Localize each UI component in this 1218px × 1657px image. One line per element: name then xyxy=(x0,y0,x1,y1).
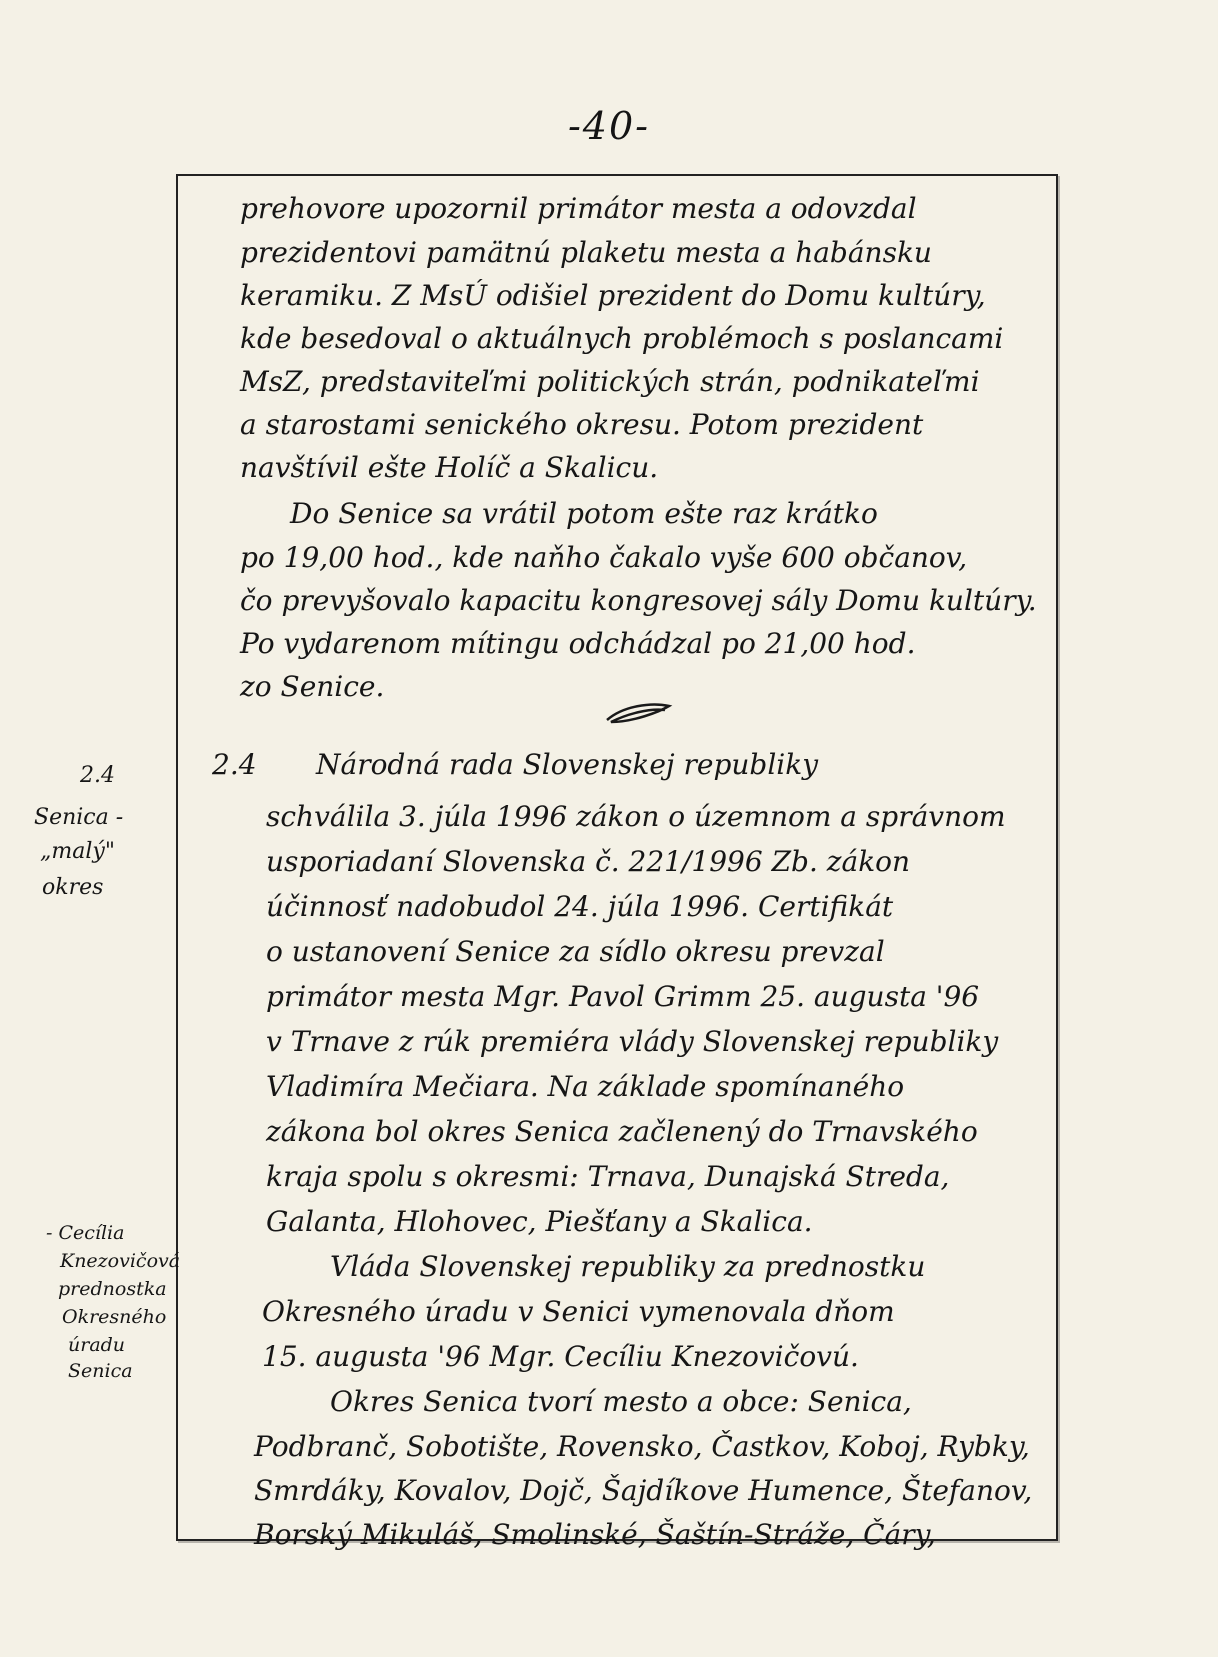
text-line: Vladimíra Mečiara. Na základe spomínaného xyxy=(266,1070,905,1103)
margin-note-line: Senica - xyxy=(34,805,124,830)
text-line: Galanta, Hlohovec, Piešťany a Skalica. xyxy=(266,1205,813,1238)
text-line: zo Senice. xyxy=(240,670,385,703)
text-line: prehovore upozornil primátor mesta a odovzdal xyxy=(240,192,917,225)
margin-note-line: úradu xyxy=(68,1334,126,1356)
page-number: -40- xyxy=(567,104,651,148)
text-line: v Trnave z rúk premiéra vlády Slovenskej republiky xyxy=(266,1025,999,1058)
section-title: Národná rada Slovenskej republiky xyxy=(316,748,819,781)
text-line: schválila 3. júla 1996 zákon o územnom a správnom xyxy=(266,800,1006,833)
divider-flourish xyxy=(603,700,675,726)
text-line: účinnosť nadobudol 24. júla 1996. Certifikát xyxy=(266,890,894,923)
text-line: prezidentovi pamätnú plaketu mesta a habánsku xyxy=(240,236,932,269)
text-line: kde besedoval o aktuálnych problémoch s poslancami xyxy=(240,322,1004,355)
text-line: keramiku. Z MsÚ odišiel prezident do Domu kultúry, xyxy=(240,279,986,312)
margin-note-line: prednostka xyxy=(58,1278,167,1300)
text-line: Do Senice sa vrátil potom ešte raz krátko xyxy=(290,497,878,530)
text-line: zákona bol okres Senica začlenený do Trnavského xyxy=(266,1115,978,1148)
margin-note-line: Okresného xyxy=(62,1306,167,1328)
text-line: Okres Senica tvorí mesto a obce: Senica, xyxy=(330,1385,912,1418)
text-line: navštívil ešte Holíč a Skalicu. xyxy=(240,451,659,484)
margin-note-line: Senica xyxy=(68,1360,133,1382)
text-line: Smrdáky, Kovalov, Dojč, Šajdíkove Humence, Štefanov, xyxy=(254,1474,1033,1507)
text-line: usporiadaní Slovenska č. 221/1996 Zb. zákon xyxy=(266,845,911,878)
text-line: po 19,00 hod., kde naňho čakalo vyše 600 občanov, xyxy=(240,541,968,574)
text-line: Po vydarenom mítingu odchádzal po 21,00 hod. xyxy=(240,627,916,660)
text-line: primátor mesta Mgr. Pavol Grimm 25. augusta '96 xyxy=(266,980,980,1013)
margin-note-line: „malý" xyxy=(40,839,115,864)
text-line: čo prevyšovalo kapacitu kongresovej sály Domu kultúry. xyxy=(240,584,1037,617)
text-line: kraja spolu s okresmi: Trnava, Dunajská Streda, xyxy=(266,1160,950,1193)
margin-note-line: 2.4 xyxy=(80,763,115,788)
text-line: Vláda Slovenskej republiky za prednostku xyxy=(330,1250,926,1283)
section-number: 2.4 xyxy=(212,748,257,781)
text-line: Podbranč, Sobotište, Rovensko, Častkov, Koboj, Rybky, xyxy=(254,1430,1030,1463)
margin-note-line: Knezovičová xyxy=(60,1250,181,1272)
text-line: Borský Mikuláš, Smolinské, Šaštín-Stráže, Čáry, xyxy=(254,1518,936,1551)
text-line: a starostami senického okresu. Potom prezident xyxy=(240,408,924,441)
text-line: MsZ, predstaviteľmi politických strán, podnikateľmi xyxy=(240,365,980,398)
text-line: Okresného úradu v Senici vymenovala dňom xyxy=(262,1295,895,1328)
margin-note-line: okres xyxy=(42,875,104,900)
margin-note-line: - Cecília xyxy=(46,1222,125,1244)
text-line: 15. augusta '96 Mgr. Cecíliu Knezovičovú. xyxy=(262,1340,859,1373)
text-line: o ustanovení Senice za sídlo okresu prevzal xyxy=(266,935,885,968)
